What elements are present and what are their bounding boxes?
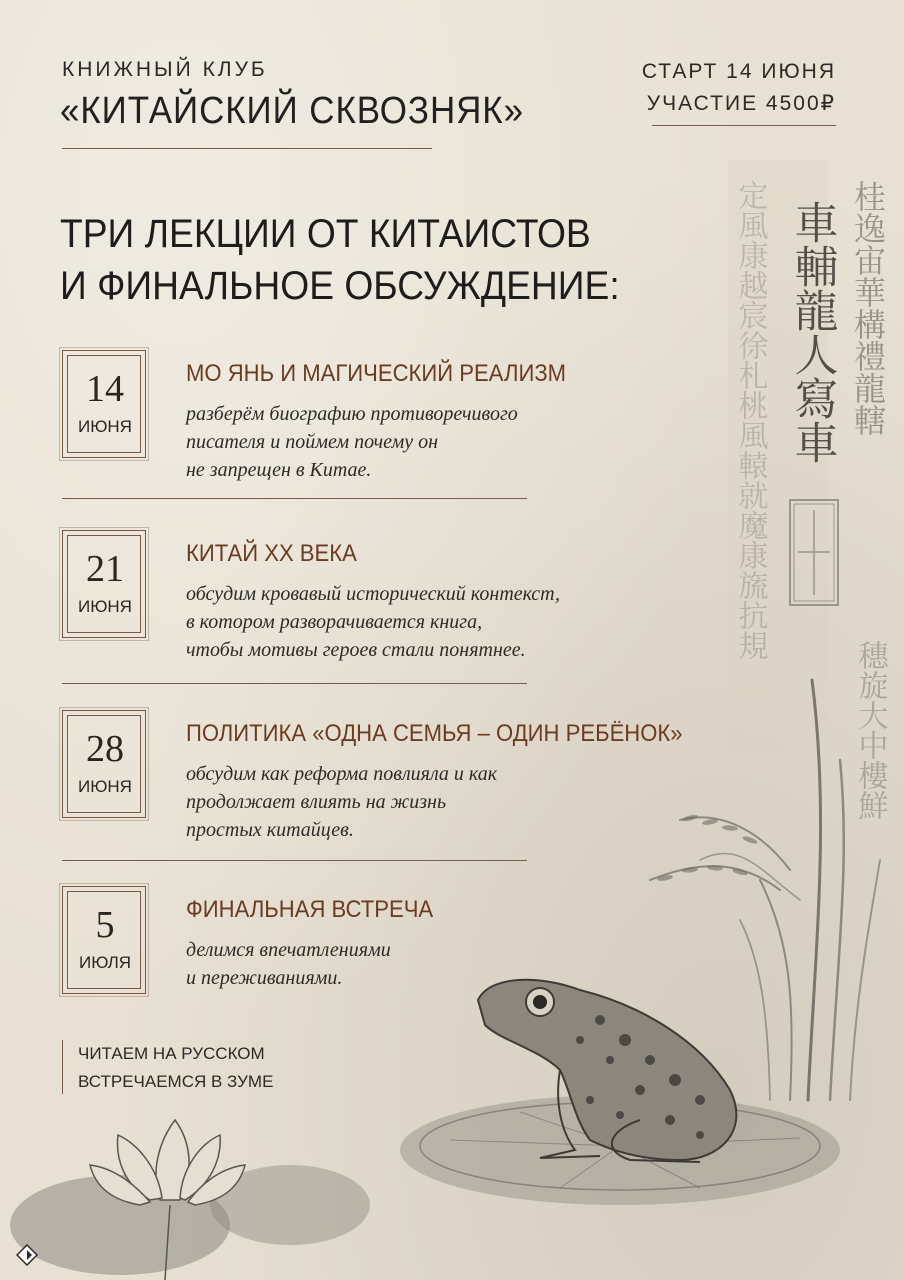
lecture-divider (62, 498, 527, 499)
header-divider-right (652, 125, 836, 126)
lecture-title: ФИНАЛЬНАЯ ВСТРЕЧА (186, 896, 434, 923)
lecture-title: КИТАЙ XX ВЕКА (186, 540, 357, 567)
lecture-divider (62, 860, 527, 861)
description-line: в котором разворачивается книга, (186, 611, 483, 633)
lecture-item (62, 710, 683, 860)
lecture-month: ИЮНЯ (78, 597, 132, 616)
lecture-item (62, 530, 561, 680)
start-date: СТАРТ 14 ИЮНЯ (641, 60, 836, 83)
calligraphy-column-3: 定風康越宸徐札桃風轅就魔康旒抗規 (732, 180, 768, 660)
calligraphy-column-4: 穗旋大中樓鮮 (852, 640, 888, 820)
lotus-illustration (10, 1120, 370, 1280)
headline-line-2: И ФИНАЛЬНОЕ ОБСУЖДЕНИЕ: (60, 264, 620, 308)
headline (60, 208, 620, 312)
lecture-day: 21 (86, 548, 124, 590)
lecture-description (186, 760, 646, 844)
description-line: чтобы мотивы героев стали понятнее. (186, 639, 526, 661)
description-line: и переживаниями. (186, 967, 343, 989)
description-line: простых китайцев. (186, 819, 354, 841)
lecture-month: ИЮНЯ (78, 417, 132, 436)
footer-language: ЧИТАЕМ НА РУССКОМ (78, 1044, 265, 1063)
manuscript-panel (728, 160, 828, 750)
reeds (650, 680, 880, 1100)
date-frame (62, 350, 146, 458)
lecture-description (186, 400, 646, 484)
description-line: обсудим кровавый исторический контекст, (186, 583, 561, 605)
lecture-divider (62, 683, 527, 684)
description-line: продолжает влиять на жизнь (186, 791, 447, 813)
footer-accent-bar (62, 1040, 63, 1094)
lecture-day: 14 (86, 368, 124, 410)
participation-price: УЧАСТИЕ 4500₽ (646, 92, 836, 115)
lecture-item (62, 350, 567, 500)
calligraphy-column-1: 車輔龍人寫車 (786, 200, 838, 464)
lecture-item (62, 886, 532, 1036)
lecture-month: ИЮНЯ (78, 777, 132, 796)
description-line: не запрещен в Китае. (186, 459, 372, 481)
club-label: КНИЖНЫЙ КЛУБ (62, 58, 268, 81)
date-frame (62, 710, 146, 818)
lecture-month: ИЮЛЯ (78, 953, 132, 972)
description-line: разберём биографию противоречивого (186, 403, 518, 425)
description-line: писателя и поймем почему он (186, 431, 439, 453)
start-info (642, 56, 836, 120)
date-frame (62, 886, 146, 994)
lecture-day: 28 (86, 728, 124, 770)
lecture-title: МО ЯНЬ И МАГИЧЕСКИЙ РЕАЛИЗМ (186, 360, 567, 387)
lecture-day: 5 (95, 904, 115, 946)
description-line: делимся впечатлениями (186, 939, 391, 961)
headline-line-1: ТРИ ЛЕКЦИИ ОТ КИТАИСТОВ (60, 212, 591, 256)
lecture-description (186, 580, 646, 664)
footer-note (78, 1040, 273, 1096)
lecture-title: ПОЛИТИКА «ОДНА СЕМЬЯ – ОДИН РЕБЁНОК» (186, 720, 683, 747)
footer-platform: ВСТРЕЧАЕМСЯ В ЗУМЕ (78, 1072, 274, 1091)
reed-seeds (657, 814, 759, 882)
lily-pad (400, 1095, 840, 1205)
seal-stamp (790, 500, 838, 605)
description-line: обсудим как реформа повлияла и как (186, 763, 498, 785)
brand-logo-icon (16, 1244, 38, 1266)
club-name: «КИТАЙСКИЙ СКВОЗНЯК» (60, 90, 524, 132)
lecture-description (186, 936, 646, 992)
date-frame (62, 530, 146, 638)
calligraphy-column-2: 桂逸宙華構禮龍轄 (849, 180, 887, 436)
header-divider-left (62, 148, 432, 149)
